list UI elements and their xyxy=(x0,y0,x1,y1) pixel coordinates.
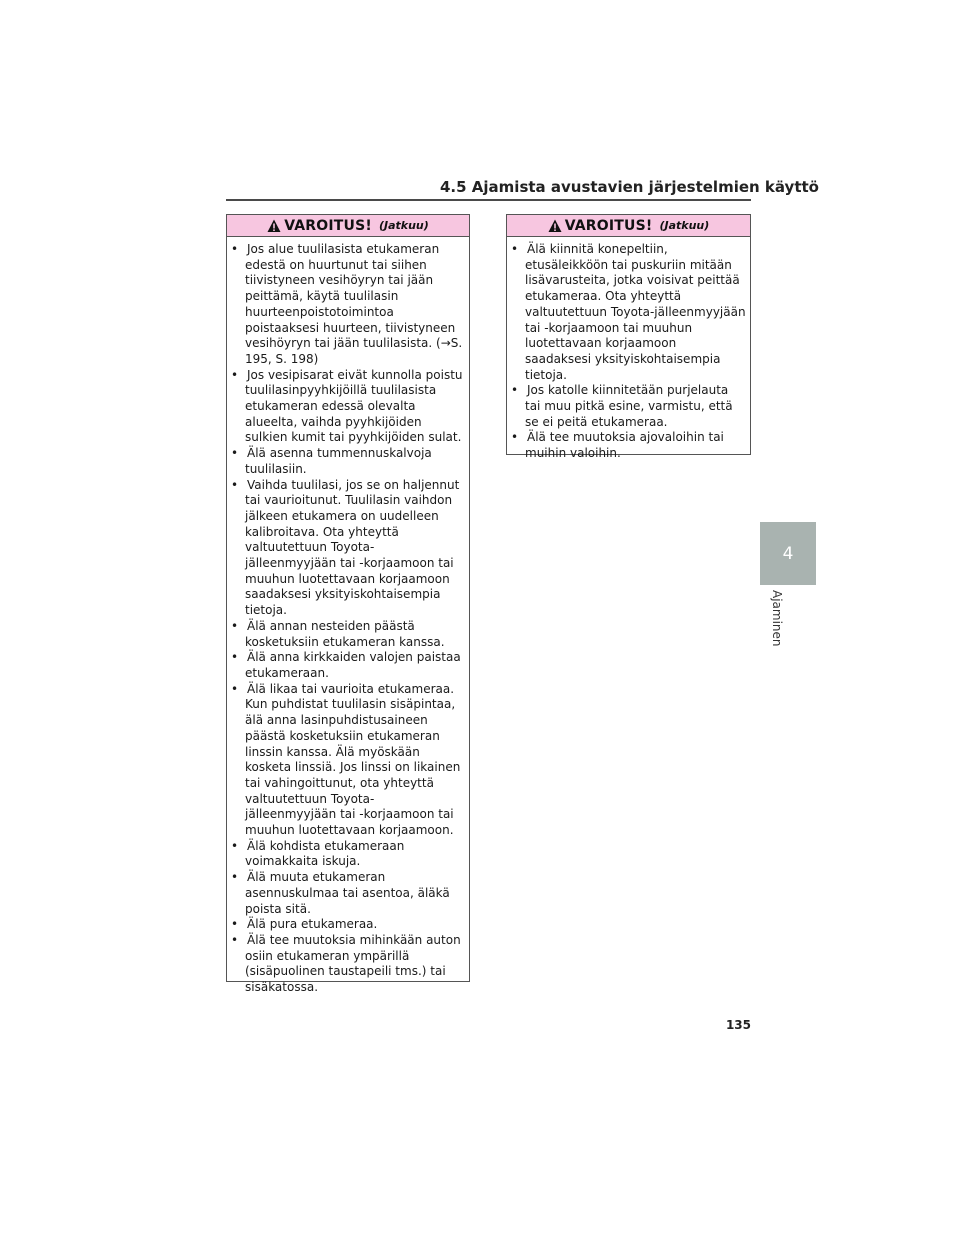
list-item-text: Älä pura etukameraa. xyxy=(247,917,378,932)
bullet-marker: • xyxy=(231,870,239,885)
list-item xyxy=(231,682,465,839)
list-item xyxy=(231,242,465,368)
warning-triangle-icon xyxy=(267,219,281,233)
list-item-text: Jos alue tuulilasista etukameran edestä on huurtunut tai siihen tiivistyneen vesihöyryn tai jään peittämä, käytä tuulilasin huurteenpoistotoimintoa poistaaksesi huurteen, tiivistyneen vesihöyryn tai jään tuulilasista. (→S. 195, S. 198) xyxy=(245,242,463,366)
warning-label: VAROITUS! xyxy=(284,217,372,234)
list-item-text: Älä muuta etukameran asennuskulmaa tai asentoa, äläkä poista sitä. xyxy=(245,870,450,916)
warning-list xyxy=(227,237,469,996)
list-item-text: Älä tee muutoksia mihinkään auton osiin etukameran ympärillä (sisäpuolinen taustapeili tms.) tai sisäkatossa. xyxy=(245,932,461,995)
header-divider xyxy=(226,199,751,201)
list-item-text: Jos vesipisarat eivät kunnolla poistu tuulilasinpyyhkijöillä tuulilasista etukameran edessä olevalta alueelta, vaihda pyyhkijöiden sulkien kumit tai pyyhkijöiden sulat. xyxy=(245,367,463,445)
warning-box-left xyxy=(226,214,470,995)
bullet-marker: • xyxy=(231,838,239,853)
bullet-marker: • xyxy=(511,430,519,445)
list-item-text: Älä annan nesteiden päästä kosketuksiin etukameran kanssa. xyxy=(245,618,445,649)
list-item-text: Älä tee muutoksia ajovaloihin tai muihin valoihin. xyxy=(525,430,724,461)
list-item-text: Älä kiinnitä konepeltiin, etusäleikköön tai puskuriin mitään lisävarusteita, jotka voisivat peittää etukameraa. Ota yhteyttä valtuutettuun Toyota-jälleenmyyjään tai -korjaamoon tai muuhun luotettavaan korjaamoon saadaksesi yksityiskohtaisempia tietoja. xyxy=(525,242,746,382)
list-item xyxy=(511,430,746,461)
bullet-marker: • xyxy=(231,446,239,461)
warning-header xyxy=(507,215,750,237)
warning-list xyxy=(507,237,750,462)
section-title: 4.5 Ajamista avustavien järjestelmien käyttö xyxy=(440,178,819,196)
page-number: 135 xyxy=(725,1018,751,1032)
list-item xyxy=(231,917,465,933)
list-item xyxy=(231,619,465,650)
list-item xyxy=(231,933,465,996)
bullet-marker: • xyxy=(231,618,239,633)
list-item-text: Jos katolle kiinnitetään purjelauta tai muu pitkä esine, varmistu, että se ei peitä etukameraa. xyxy=(525,383,733,429)
warning-triangle-icon xyxy=(548,219,562,233)
list-item xyxy=(511,242,746,383)
list-item-text: Älä anna kirkkaiden valojen paistaa etukameraan. xyxy=(245,650,461,680)
continued-label: (Jatkuu) xyxy=(378,219,429,232)
bullet-marker: • xyxy=(511,242,519,256)
list-item xyxy=(511,383,746,430)
list-item xyxy=(231,478,465,619)
list-item xyxy=(231,839,465,870)
bullet-marker: • xyxy=(231,932,239,947)
bullet-marker: • xyxy=(231,650,239,665)
list-item-text: Älä likaa tai vaurioita etukameraa. Kun puhdistat tuulilasin sisäpintaa, älä anna lasinpuhdistusaineen päästä kosketuksiin etukameran linssin kanssa. Älä myöskään kosketa linssiä. Jos linssi on likainen tai vahingoittunut, ota yhteyttä valtuutettuun Toyota-jälleenmyyjään tai -korjaamoon tai muuhun luotettavaan korjaamoon. xyxy=(245,681,461,838)
list-item xyxy=(231,650,465,681)
chapter-label: Ajaminen xyxy=(770,590,784,647)
chapter-number: 4 xyxy=(782,543,794,564)
warning-header xyxy=(227,215,469,237)
bullet-marker: • xyxy=(231,477,239,492)
warning-box-right xyxy=(506,214,751,461)
list-item xyxy=(231,870,465,917)
list-item-text: Vaihda tuulilasi, jos se on haljennut tai vaurioitunut. Tuulilasin vaihdon jälkeen etukamera on uudelleen kalibroitava. Ota yhteyttä valtuutettuun Toyota-jälleenmyyjään tai -korjaamoon tai muuhun luotettavaan korjaamoon saadaksesi yksityiskohtaisempia tietoja. xyxy=(245,477,460,618)
bullet-marker: • xyxy=(511,383,519,398)
list-item xyxy=(231,446,465,477)
list-item-text: Älä kohdista etukameraan voimakkaita iskuja. xyxy=(245,838,405,869)
bullet-marker: • xyxy=(231,242,239,256)
chapter-tab[interactable] xyxy=(760,522,816,585)
bullet-marker: • xyxy=(231,681,239,696)
bullet-marker: • xyxy=(231,367,239,382)
continued-label: (Jatkuu) xyxy=(659,219,710,232)
list-item-text: Älä asenna tummennuskalvoja tuulilasiin. xyxy=(245,446,432,476)
list-item xyxy=(231,368,465,447)
warning-label: VAROITUS! xyxy=(564,217,653,234)
bullet-marker: • xyxy=(231,917,239,932)
